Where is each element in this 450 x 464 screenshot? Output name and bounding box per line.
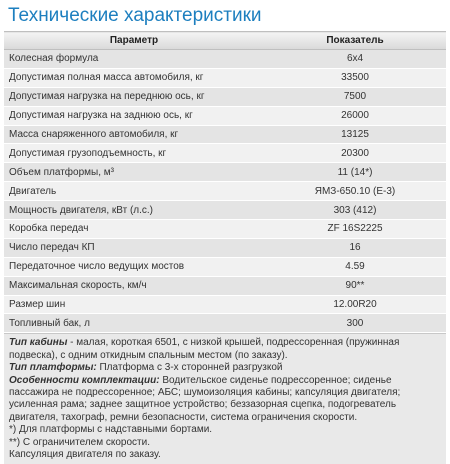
param-cell: Допустимая полная масса автомобиля, кг [4,68,264,87]
page-title: Технические характеристики [8,5,262,26]
column-header-value: Показатель [264,32,446,50]
notes-block [4,333,446,464]
param-cell: Число передач КП [4,238,264,257]
cab-note [9,337,441,362]
param-cell: Коробка передач [4,220,264,239]
table-row [4,106,446,125]
value-cell: 12.00R20 [264,295,446,314]
value-cell: 303 (412) [264,201,446,220]
table-row [4,144,446,163]
features-note-text: Водительское сиденье подрессоренное; сиденье пассажира не подрессоренное; АБС; шумоизоляция кабины; капсуляция двигателя; усиленная рама; заднее защитное устройство; беззазорная сцепка, подогреватель двигателя, тахограф, ремни безопасности, система ограничения скорости. [9,374,401,423]
param-cell: Максимальная скорость, км/ч [4,276,264,295]
table-row [4,50,446,69]
table-row [4,295,446,314]
cab-note-label: Тип кабины [9,337,68,349]
platform-note-text: Платформа с 3-х сторонней разгрузкой [96,362,283,374]
features-note-label: Особенности комплектации: [9,374,160,386]
param-cell: Размер шин [4,295,264,314]
table-row [4,257,446,276]
table-row [4,238,446,257]
table-row [4,68,446,87]
platform-note [9,362,441,374]
value-cell: 11 (14*) [264,163,446,182]
param-cell: Мощность двигателя, кВт (л.с.) [4,201,264,220]
spec-table [4,31,446,333]
table-row [4,314,446,333]
param-cell: Объем платформы, м³ [4,163,264,182]
value-cell: 13125 [264,125,446,144]
param-cell: Допустимая грузоподъемность, кг [4,144,264,163]
param-cell: Топливный бак, л [4,314,264,333]
value-cell: 33500 [264,68,446,87]
value-cell: 16 [264,238,446,257]
value-cell: 6х4 [264,50,446,69]
value-cell: 7500 [264,87,446,106]
value-cell: 20300 [264,144,446,163]
param-cell: Передаточное число ведущих мостов [4,257,264,276]
spec-table-body [4,50,446,333]
table-row [4,276,446,295]
table-row [4,220,446,239]
value-cell: 300 [264,314,446,333]
param-cell: Двигатель [4,182,264,201]
value-cell: ZF 16S2225 [264,220,446,239]
value-cell: 4.59 [264,257,446,276]
param-cell: Допустимая нагрузка на переднюю ось, кг [4,87,264,106]
param-cell: Допустимая нагрузка на заднюю ось, кг [4,106,264,125]
footnote-3: Капсуляция двигателя по заказу. [9,449,161,461]
table-header-row [4,32,446,50]
cab-note-text: - малая, короткая 6501, с низкой крышей, подрессоренная (пружинная подвеска), с одним откидным спальным местом (по заказу). [9,337,400,361]
param-cell: Масса снаряженного автомобиля, кг [4,125,264,144]
value-cell: 90** [264,276,446,295]
footnote-1: *) Для платформы с надставными бортами. [9,424,213,436]
table-row [4,125,446,144]
param-cell: Колесная формула [4,50,264,69]
platform-note-label: Тип платформы: [9,362,97,374]
table-row [4,163,446,182]
value-cell: ЯМЗ-650.10 (Е-3) [264,182,446,201]
table-row [4,182,446,201]
table-row [4,201,446,220]
footnote-2: **) С ограничителем скорости. [9,436,150,448]
column-header-param: Параметр [4,32,264,50]
table-row [4,87,446,106]
value-cell: 26000 [264,106,446,125]
features-note [9,375,441,425]
